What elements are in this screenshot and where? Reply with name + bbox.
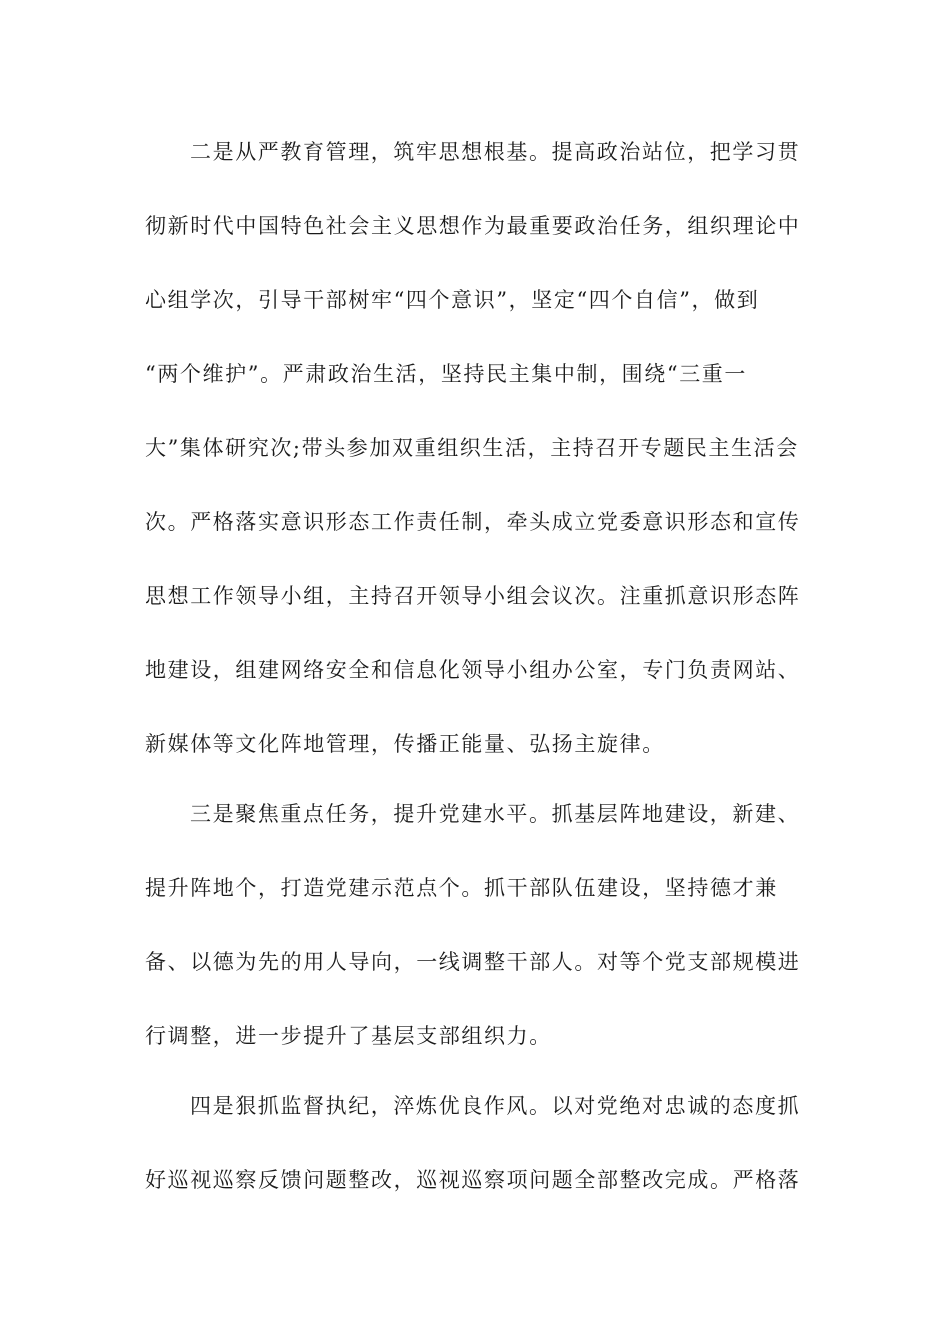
paragraph-3-line-3: 备、以德为先的用人导向，一线调整干部人。对等个党支部规模进 — [145, 950, 801, 974]
paragraph-2-line-7: 思想工作领导小组，主持召开领导小组会议次。注重抓意识形态阵 — [145, 584, 801, 608]
paragraph-2-line-4: “两个维护”。严肃政治生活，坚持民主集中制，围绕“三重一 — [145, 362, 748, 386]
paragraph-3-line-4: 行调整，进一步提升了基层支部组织力。 — [145, 1024, 552, 1048]
paragraph-4-line-2: 好巡视巡察反馈问题整改，巡视巡察项问题全部整改完成。严格落 — [145, 1168, 801, 1192]
paragraph-2-line-2: 彻新时代中国特色社会主义思想作为最重要政治任务，组织理论中 — [145, 214, 801, 238]
paragraph-4-line-1: 四是狠抓监督执纪，淬炼优良作风。以对党绝对忠诚的态度抓 — [190, 1094, 801, 1118]
paragraph-2-line-6: 次。严格落实意识形态工作责任制，牵头成立党委意识形态和宣传 — [145, 510, 801, 534]
paragraph-3-line-2: 提升阵地个，打造党建示范点个。抓干部队伍建设，坚持德才兼 — [145, 876, 778, 900]
paragraph-2-line-3: 心组学次，引导干部树牢“四个意识”，坚定“四个自信”，做到 — [145, 288, 760, 312]
paragraph-2-line-5: 大”集体研究次;带头参加双重组织生活，主持召开专题民主生活会 — [145, 436, 799, 460]
paragraph-3-line-1: 三是聚焦重点任务，提升党建水平。抓基层阵地建设，新建、 — [190, 802, 801, 826]
paragraph-2-line-1: 二是从严教育管理，筑牢思想根基。提高政治站位，把学习贯 — [190, 140, 801, 164]
paragraph-2-line-9: 新媒体等文化阵地管理，传播正能量、弘扬主旋律。 — [145, 732, 665, 756]
paragraph-2-line-8: 地建设，组建网络安全和信息化领导小组办公室，专门负责网站、 — [145, 658, 801, 682]
